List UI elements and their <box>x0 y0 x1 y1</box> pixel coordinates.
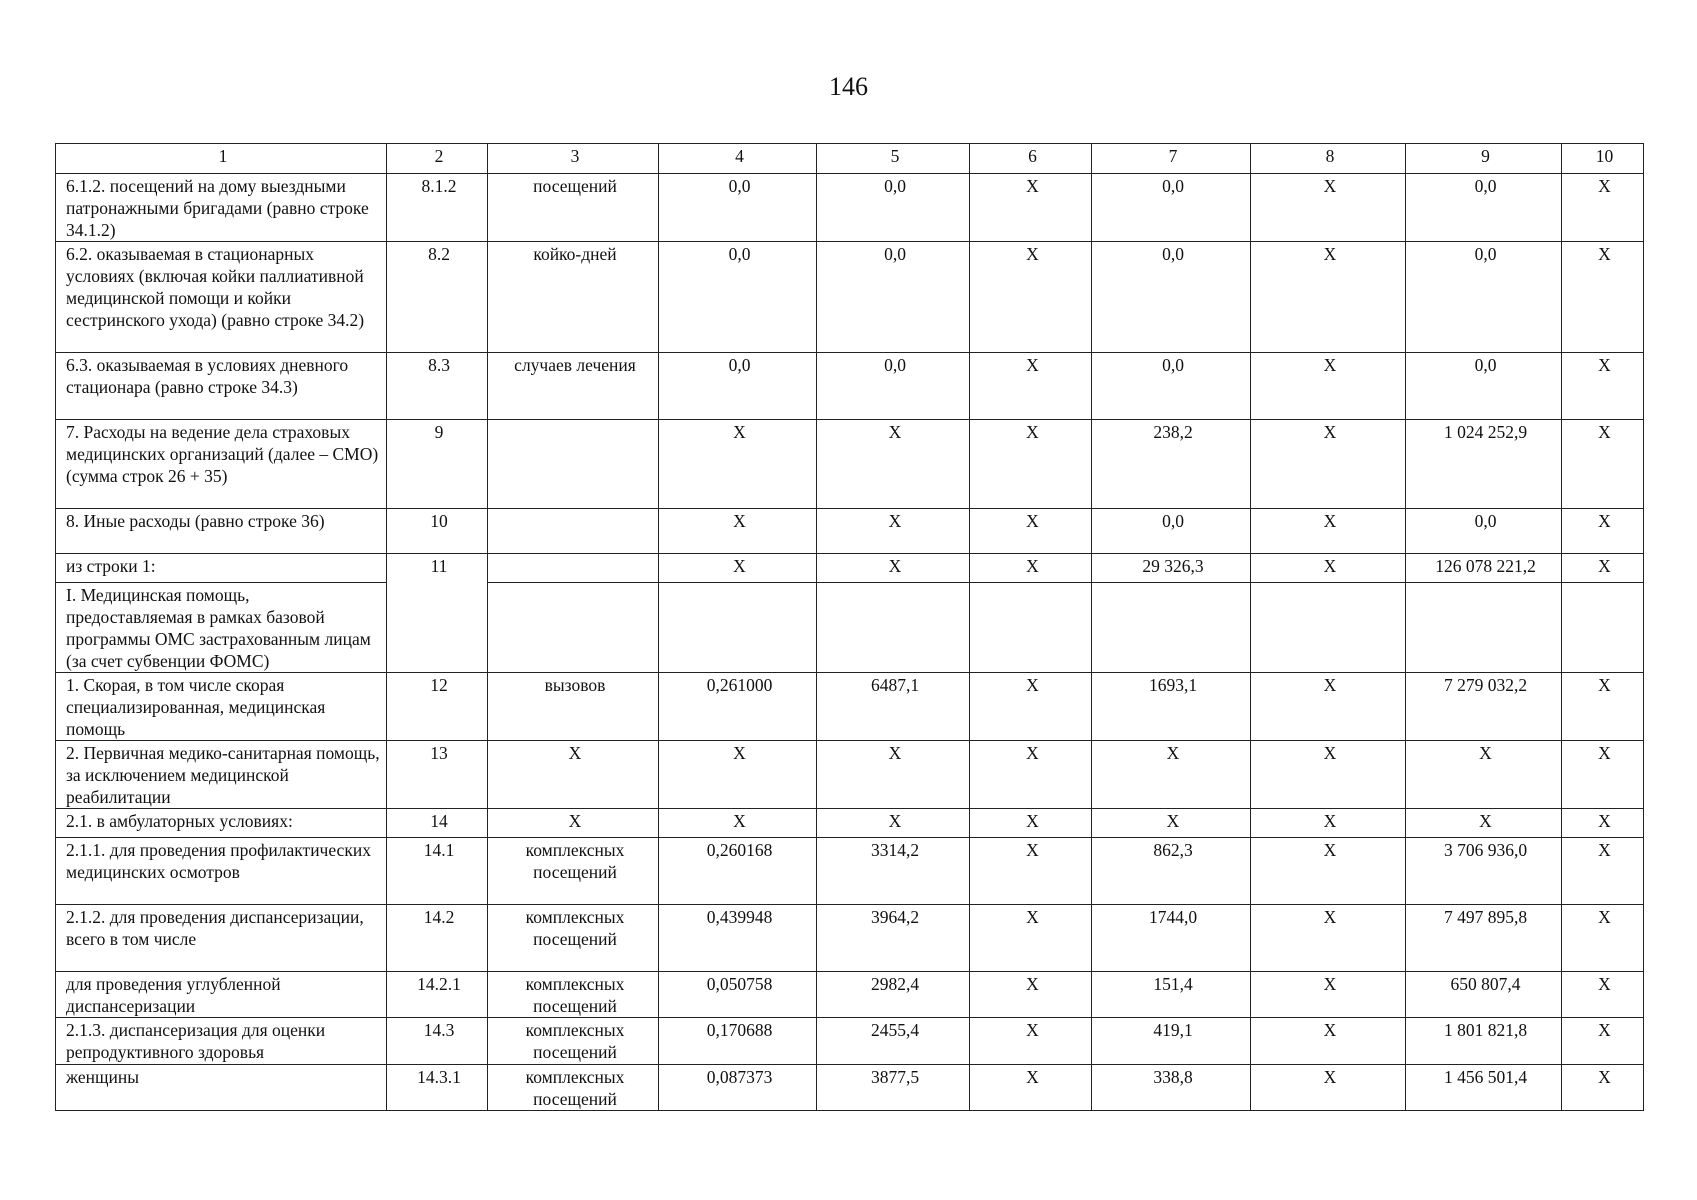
row-unit: случаев лечения <box>488 353 659 420</box>
cell-col5: Х <box>817 741 970 809</box>
cell-col9: Х <box>1406 809 1562 838</box>
cell-col7: 0,0 <box>1092 174 1251 242</box>
cell-col5: 3314,2 <box>817 838 970 905</box>
cell-col8: Х <box>1251 741 1406 809</box>
cell-col6: Х <box>970 838 1092 905</box>
row-unit <box>488 554 659 583</box>
table-row <box>56 838 1644 905</box>
empty-cell <box>970 583 1092 673</box>
cell-col10: Х <box>1562 905 1644 972</box>
row-unit: койко-дней <box>488 242 659 353</box>
cell-col6: Х <box>970 242 1092 353</box>
cell-col8: Х <box>1251 838 1406 905</box>
row-code: 9 <box>387 420 488 509</box>
table-row <box>56 554 1644 583</box>
row-name: 2.1. в амбулаторных условиях: <box>56 809 387 838</box>
row-name: из строки 1: <box>56 554 387 583</box>
empty-cell <box>1562 583 1644 673</box>
row-code: 14.1 <box>387 838 488 905</box>
row-unit: Х <box>488 741 659 809</box>
cell-col8: Х <box>1251 509 1406 554</box>
row-name: 6.2. оказываемая в стационарных условиях (включая койки паллиативной медицинской помощи и койки сестринского ухода) (равно строке 34.2) <box>56 242 387 353</box>
row-unit: комплексных посещений <box>488 972 659 1018</box>
row-unit: комплексных посещений <box>488 1065 659 1111</box>
cell-col4: Х <box>659 554 817 583</box>
row-name: 2.1.3. диспансеризация для оценки репродуктивного здоровья <box>56 1018 387 1065</box>
cell-col10: Х <box>1562 838 1644 905</box>
cell-col10: Х <box>1562 673 1644 741</box>
empty-cell <box>488 583 659 673</box>
row-unit: посещений <box>488 174 659 242</box>
table-row <box>56 972 1644 1018</box>
cell-col5: Х <box>817 554 970 583</box>
cell-col4: Х <box>659 420 817 509</box>
row-unit <box>488 420 659 509</box>
column-header: 1 <box>56 144 387 174</box>
empty-cell <box>817 583 970 673</box>
table-row <box>56 242 1644 353</box>
row-code: 11 <box>387 554 488 673</box>
cell-col9: 0,0 <box>1406 242 1562 353</box>
cell-col9: 650 807,4 <box>1406 972 1562 1018</box>
column-header: 10 <box>1562 144 1644 174</box>
table-row <box>56 353 1644 420</box>
cell-col10: Х <box>1562 809 1644 838</box>
empty-cell <box>1406 583 1562 673</box>
row-code: 8.3 <box>387 353 488 420</box>
cell-col8: Х <box>1251 673 1406 741</box>
cell-col4: 0,170688 <box>659 1018 817 1065</box>
row-name: для проведения углубленной диспансеризации <box>56 972 387 1018</box>
cell-col9: 0,0 <box>1406 174 1562 242</box>
cell-col6: Х <box>970 809 1092 838</box>
row-code: 14.3 <box>387 1018 488 1065</box>
cell-col10: Х <box>1562 741 1644 809</box>
cell-col10: Х <box>1562 1065 1644 1111</box>
cell-col8: Х <box>1251 809 1406 838</box>
cell-col8: Х <box>1251 972 1406 1018</box>
table-row <box>56 673 1644 741</box>
table-row <box>56 809 1644 838</box>
cell-col5: 2455,4 <box>817 1018 970 1065</box>
cell-col7: 0,0 <box>1092 242 1251 353</box>
cell-col9: 0,0 <box>1406 353 1562 420</box>
row-unit: комплексных посещений <box>488 1018 659 1065</box>
cell-col9: 1 801 821,8 <box>1406 1018 1562 1065</box>
cell-col4: Х <box>659 809 817 838</box>
cell-col5: 0,0 <box>817 242 970 353</box>
cell-col6: Х <box>970 554 1092 583</box>
cell-col7: 1693,1 <box>1092 673 1251 741</box>
cell-col4: 0,050758 <box>659 972 817 1018</box>
row-code: 8.2 <box>387 242 488 353</box>
cell-col4: Х <box>659 741 817 809</box>
row-name: 2.1.2. для проведения диспансеризации, всего в том числе <box>56 905 387 972</box>
cell-col9: 126 078 221,2 <box>1406 554 1562 583</box>
column-header: 6 <box>970 144 1092 174</box>
cell-col6: Х <box>970 174 1092 242</box>
cell-col6: Х <box>970 353 1092 420</box>
cell-col8: Х <box>1251 1065 1406 1111</box>
cell-col9: 1 024 252,9 <box>1406 420 1562 509</box>
cell-col9: 7 497 895,8 <box>1406 905 1562 972</box>
empty-cell <box>1251 583 1406 673</box>
row-name: 6.3. оказываемая в условиях дневного стационара (равно строке 34.3) <box>56 353 387 420</box>
cell-col6: Х <box>970 741 1092 809</box>
row-name: 8. Иные расходы (равно строке 36) <box>56 509 387 554</box>
row-code: 14.2.1 <box>387 972 488 1018</box>
cell-col7: 151,4 <box>1092 972 1251 1018</box>
cell-col8: Х <box>1251 420 1406 509</box>
row-name: 6.1.2. посещений на дому выездными патронажными бригадами (равно строке 34.1.2) <box>56 174 387 242</box>
empty-cell <box>1092 583 1251 673</box>
row-name: 1. Скорая, в том числе скорая специализированная, медицинская помощь <box>56 673 387 741</box>
cell-col7: 0,0 <box>1092 509 1251 554</box>
row-code: 14.2 <box>387 905 488 972</box>
cell-col9: 0,0 <box>1406 509 1562 554</box>
row-name: 2. Первичная медико-санитарная помощь, за исключением медицинской реабилитации <box>56 741 387 809</box>
cell-col7: Х <box>1092 741 1251 809</box>
cell-col4: 0,0 <box>659 174 817 242</box>
cell-col6: Х <box>970 509 1092 554</box>
cell-col8: Х <box>1251 905 1406 972</box>
data-table <box>55 143 1644 1111</box>
table-row <box>56 905 1644 972</box>
table-row <box>56 741 1644 809</box>
cell-col4: 0,261000 <box>659 673 817 741</box>
cell-col10: Х <box>1562 509 1644 554</box>
cell-col10: Х <box>1562 174 1644 242</box>
cell-col7: 862,3 <box>1092 838 1251 905</box>
cell-col6: Х <box>970 420 1092 509</box>
row-code: 14 <box>387 809 488 838</box>
row-unit <box>488 509 659 554</box>
table-row <box>56 174 1644 242</box>
row-code: 12 <box>387 673 488 741</box>
cell-col5: 0,0 <box>817 353 970 420</box>
cell-col6: Х <box>970 972 1092 1018</box>
cell-col10: Х <box>1562 972 1644 1018</box>
cell-col4: Х <box>659 509 817 554</box>
cell-col4: 0,439948 <box>659 905 817 972</box>
cell-col10: Х <box>1562 353 1644 420</box>
cell-col6: Х <box>970 1065 1092 1111</box>
cell-col10: Х <box>1562 242 1644 353</box>
row-code: 10 <box>387 509 488 554</box>
cell-col4: 0,0 <box>659 353 817 420</box>
cell-col7: 1744,0 <box>1092 905 1251 972</box>
cell-col5: Х <box>817 509 970 554</box>
cell-col7: Х <box>1092 809 1251 838</box>
cell-col10: Х <box>1562 1018 1644 1065</box>
cell-col5: Х <box>817 809 970 838</box>
cell-col9: 7 279 032,2 <box>1406 673 1562 741</box>
row-code: 13 <box>387 741 488 809</box>
cell-col9: 1 456 501,4 <box>1406 1065 1562 1111</box>
cell-col6: Х <box>970 673 1092 741</box>
cell-col4: 0,087373 <box>659 1065 817 1111</box>
cell-col8: Х <box>1251 242 1406 353</box>
row-name: женщины <box>56 1065 387 1111</box>
column-header: 7 <box>1092 144 1251 174</box>
cell-col7: 338,8 <box>1092 1065 1251 1111</box>
cell-col8: Х <box>1251 174 1406 242</box>
column-header: 3 <box>488 144 659 174</box>
cell-col4: 0,0 <box>659 242 817 353</box>
column-header: 8 <box>1251 144 1406 174</box>
page-number: 146 <box>829 72 868 101</box>
cell-col9: Х <box>1406 741 1562 809</box>
cell-col10: Х <box>1562 420 1644 509</box>
cell-col5: Х <box>817 420 970 509</box>
cell-col5: 6487,1 <box>817 673 970 741</box>
column-header: 5 <box>817 144 970 174</box>
empty-cell <box>659 583 817 673</box>
cell-col4: 0,260168 <box>659 838 817 905</box>
column-header: 2 <box>387 144 488 174</box>
cell-col8: Х <box>1251 1018 1406 1065</box>
section-heading-row <box>56 583 1644 673</box>
row-unit: вызовов <box>488 673 659 741</box>
column-number-row <box>56 144 1644 174</box>
cell-col8: Х <box>1251 554 1406 583</box>
row-unit: комплексных посещений <box>488 905 659 972</box>
cell-col5: 3964,2 <box>817 905 970 972</box>
cell-col10: Х <box>1562 554 1644 583</box>
row-unit: Х <box>488 809 659 838</box>
cell-col5: 0,0 <box>817 174 970 242</box>
row-name: 7. Расходы на ведение дела страховых медицинских организаций (далее – СМО) (сумма строк 26 + 35) <box>56 420 387 509</box>
section-heading: I. Медицинская помощь, предоставляемая в рамках базовой программы ОМС застрахованным лицам (за счет субвенции ФОМС) <box>56 583 387 673</box>
cell-col8: Х <box>1251 353 1406 420</box>
cell-col6: Х <box>970 1018 1092 1065</box>
cell-col6: Х <box>970 905 1092 972</box>
cell-col5: 2982,4 <box>817 972 970 1018</box>
row-unit: комплексных посещений <box>488 838 659 905</box>
table-row <box>56 1018 1644 1065</box>
cell-col7: 29 326,3 <box>1092 554 1251 583</box>
cell-col7: 0,0 <box>1092 353 1251 420</box>
column-header: 9 <box>1406 144 1562 174</box>
cell-col7: 238,2 <box>1092 420 1251 509</box>
row-code: 8.1.2 <box>387 174 488 242</box>
table-row <box>56 420 1644 509</box>
cell-col9: 3 706 936,0 <box>1406 838 1562 905</box>
column-header: 4 <box>659 144 817 174</box>
row-name: 2.1.1. для проведения профилактических медицинских осмотров <box>56 838 387 905</box>
cell-col5: 3877,5 <box>817 1065 970 1111</box>
row-code: 14.3.1 <box>387 1065 488 1111</box>
table-row <box>56 509 1644 554</box>
table-row <box>56 1065 1644 1111</box>
cell-col7: 419,1 <box>1092 1018 1251 1065</box>
